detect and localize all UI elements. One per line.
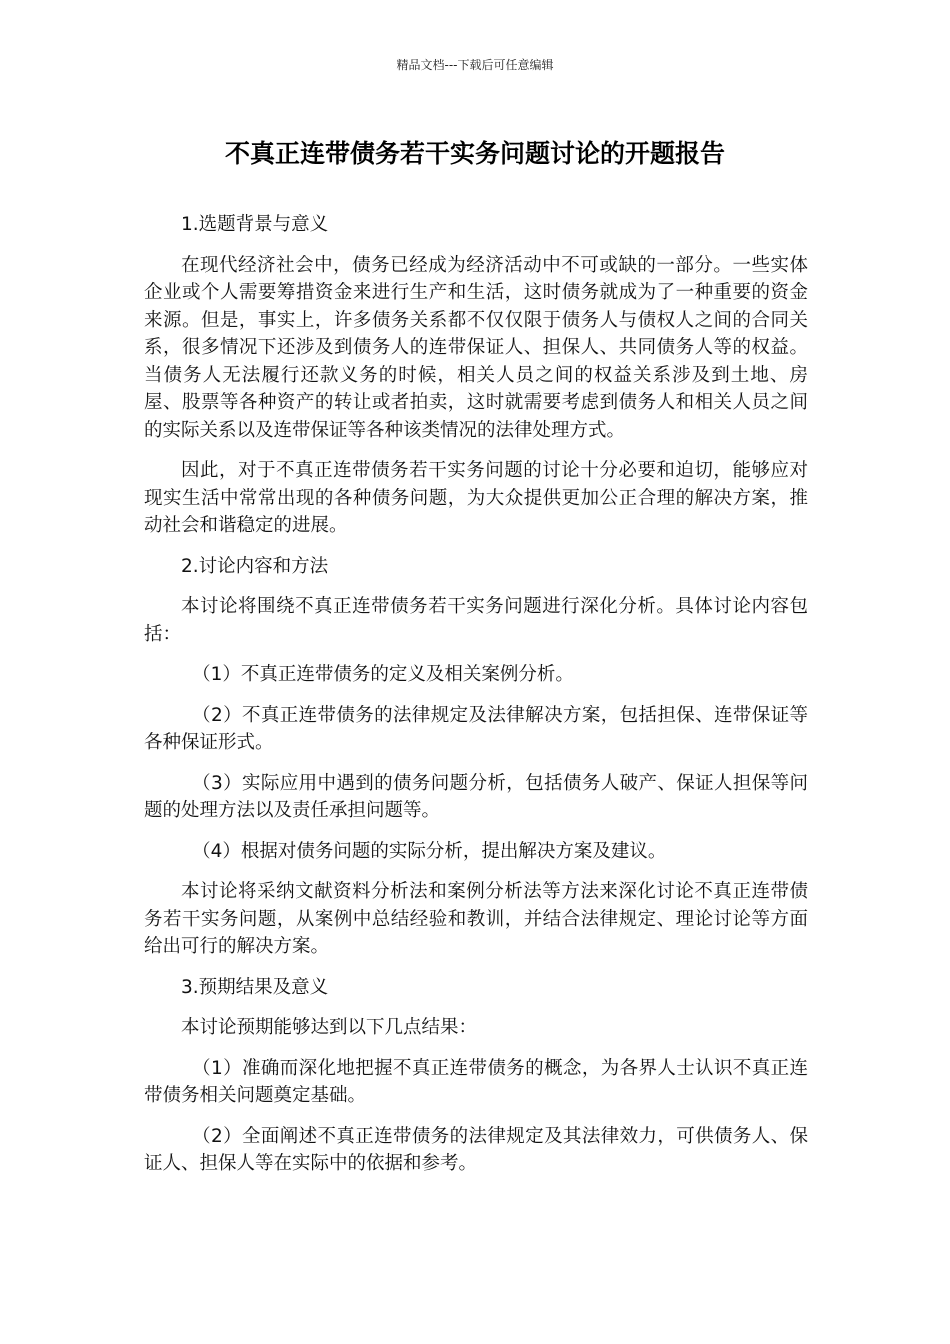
paragraph-necessity: 因此，对于不真正连带债务若干实务问题的讨论十分必要和迫切，能够应对现实生活中常常出现的各种债务问题，为大众提供更加公正合理的解决方案，推动社会和谐稳定的进展。 <box>144 460 808 536</box>
section-heading-background: 1.选题背景与意义 <box>181 214 329 235</box>
section-heading-expected-results: 3.预期结果及意义 <box>181 976 329 998</box>
paragraph-background: 在现代经济社会中，债务已经成为经济活动中不可或缺的一部分。一些实体企业或个人需要筹措资金来进行生产和生活，这时债务就成为了一种重要的资金来源。但是，事实上，许多债务关系都不仅仅限于债务人与债权人之间的合同关系，很多情况下还涉及到债务人的连带保证人、担保人、共同债务人等的权益。当债务人无法履行还款义务的时候，相关人员之间的权益关系涉及到土地、房屋、股票等各种资产的转让或者拍卖，这时就需要考虑到债务人和相关人员之间的实际关系以及连带保证等各种该类情况的法律处理方式。 <box>144 254 808 441</box>
list-item-result-2: （2）全面阐述不真正连带债务的法律规定及其法律效力，可供债务人、保证人、担保人等在实际中的依据和参考。 <box>144 1125 808 1174</box>
header-note: 精品文档---下载后可任意编辑 <box>396 58 554 72</box>
list-item-content-3: （3）实际应用中遇到的债务问题分析，包括债务人破产、保证人担保等问题的处理方法以及责任承担问题等。 <box>144 772 808 821</box>
document-title: 不真正连带债务若干实务问题讨论的开题报告 <box>224 139 725 168</box>
list-item-result-1: （1）准确而深化地把握不真正连带债务的概念，为各界人士认识不真正连带债务相关问题奠定基础。 <box>144 1057 808 1106</box>
paragraph-method: 本讨论将采纳文献资料分析法和案例分析法等方法来深化讨论不真正连带债务若干实务问题，从案例中总结经验和教训，并结合法律规定、理论讨论等方面给出可行的解决方案。 <box>144 881 808 957</box>
paragraph-content-intro: 本讨论将围绕不真正连带债务若干实务问题进行深化分析。具体讨论内容包括： <box>144 596 808 645</box>
list-item-content-1: （1）不真正连带债务的定义及相关案例分析。 <box>192 664 574 685</box>
paragraph-results-intro: 本讨论预期能够达到以下几点结果： <box>181 1017 478 1038</box>
document-body <box>144 211 808 1191</box>
list-item-content-2: （2）不真正连带债务的法律规定及法律解决方案，包括担保、连带保证等各种保证形式。 <box>144 704 808 753</box>
list-item-content-4: （4）根据对债务问题的实际分析，提出解决方案及建议。 <box>192 840 667 862</box>
section-heading-content-method: 2.讨论内容和方法 <box>181 555 329 577</box>
